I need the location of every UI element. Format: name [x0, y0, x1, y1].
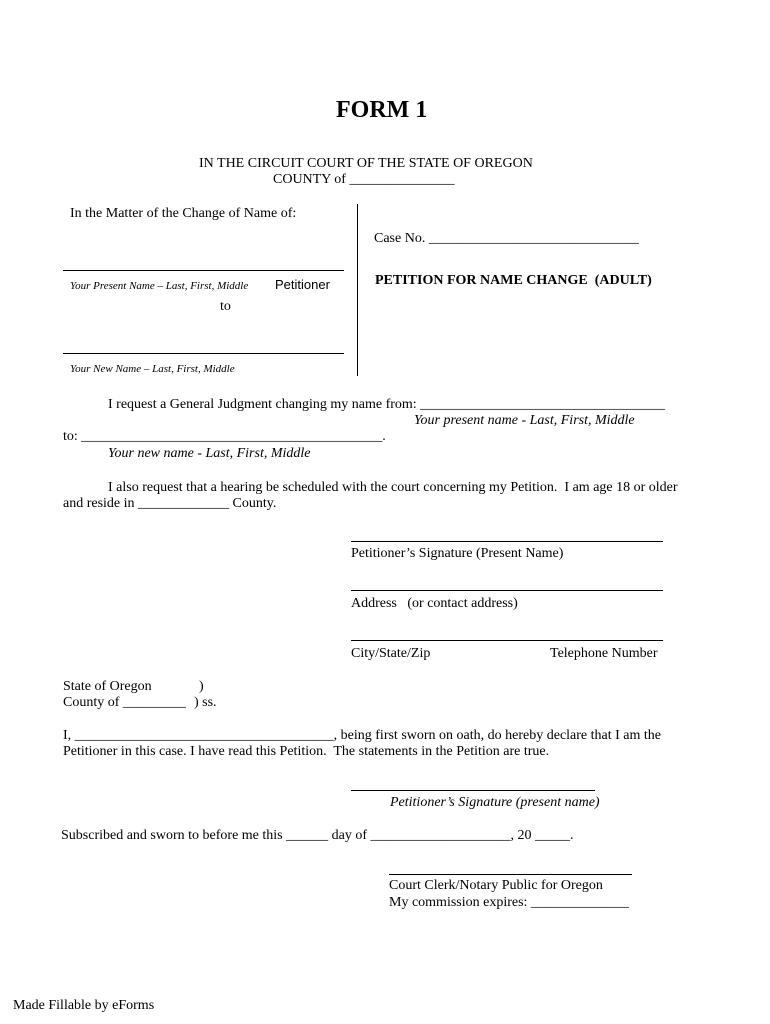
county-label[interactable]: County of _________ [63, 695, 186, 710]
petitioner-signature-label: Petitioner’s Signature (Present Name) [351, 546, 564, 561]
petitioner-signature-line[interactable] [351, 541, 663, 542]
oath-line-2: Petitioner in this case. I have read this Petition. The statements in the Petition are true. [63, 744, 550, 759]
caption-divider [357, 204, 358, 376]
request-present-caption: Your present name - Last, First, Middle [414, 413, 635, 428]
address-label: Address (or contact address) [351, 596, 518, 611]
form-title: FORM 1 [336, 97, 428, 123]
hearing-line-1: I also request that a hearing be scheduled with the court concerning my Petition. I am age 18 or older [108, 480, 678, 495]
telephone-label: Telephone Number [550, 646, 658, 661]
made-fillable-footer: Made Fillable by eForms [13, 998, 155, 1013]
city-state-zip-line[interactable] [351, 640, 663, 641]
petition-title: PETITION FOR NAME CHANGE (ADULT) [375, 273, 652, 288]
present-name-line[interactable] [63, 270, 344, 271]
matter-label: In the Matter of the Change of Name of: [70, 206, 297, 221]
request-new-caption: Your new name - Last, First, Middle [108, 446, 311, 461]
oath-signature-line[interactable] [351, 790, 595, 791]
court-line: IN THE CIRCUIT COURT OF THE STATE OF OREGON [199, 156, 533, 171]
to-label: to [220, 299, 231, 314]
case-number[interactable]: Case No. ______________________________ [374, 231, 639, 246]
address-line[interactable] [351, 590, 663, 591]
new-name-caption: Your New Name – Last, First, Middle [70, 363, 235, 375]
oath-signature-caption: Petitioner’s Signature (present name) [390, 795, 600, 810]
county-ss: ) ss. [194, 695, 217, 710]
clerk-signature-line[interactable] [389, 874, 632, 875]
commission-line[interactable]: My commission expires: ______________ [389, 895, 629, 910]
city-state-zip-label: City/State/Zip [351, 646, 431, 661]
hearing-line-2[interactable]: and reside in _____________ County. [63, 496, 277, 511]
petitioner-label: Petitioner [275, 277, 330, 292]
request-to-line[interactable]: to: ___________________________________________. [63, 429, 386, 444]
present-name-caption: Your Present Name – Last, First, Middle [70, 280, 249, 292]
state-paren: ) [199, 679, 204, 694]
state-label: State of Oregon [63, 679, 152, 694]
clerk-label: Court Clerk/Notary Public for Oregon [389, 878, 603, 893]
oath-line-1[interactable]: I, _____________________________________, being first sworn on oath, do hereby declare that I am the [63, 728, 662, 743]
county-line: COUNTY of _______________ [273, 172, 455, 187]
request-line[interactable]: I request a General Judgment changing my name from: ___________________________________ [108, 397, 666, 412]
new-name-line[interactable] [63, 353, 344, 354]
subscribed-line[interactable]: Subscribed and sworn to before me this ______ day of ____________________, 20 _____. [61, 828, 574, 843]
